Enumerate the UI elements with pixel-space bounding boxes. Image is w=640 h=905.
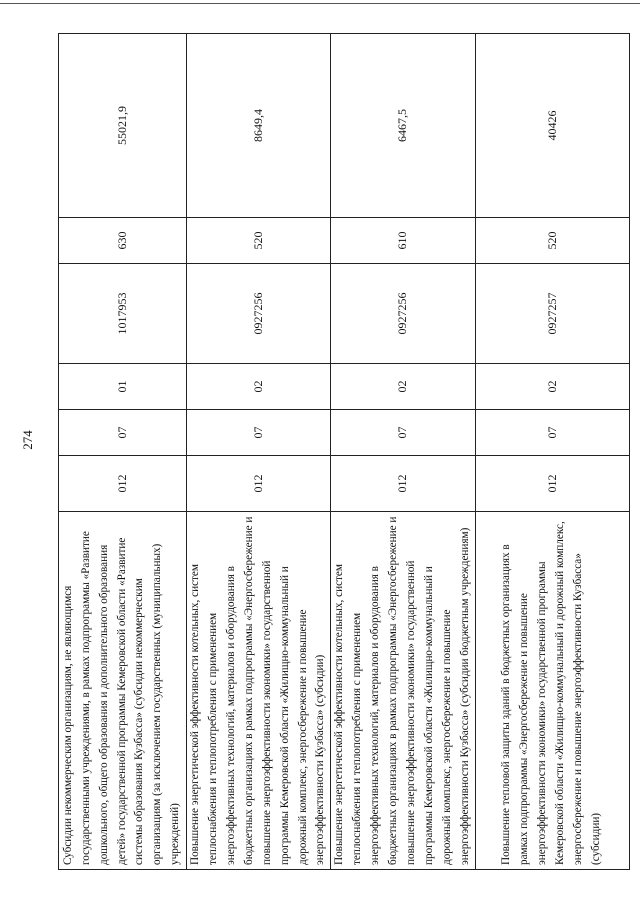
expense-type-code: 520 <box>475 218 629 264</box>
subsection-code: 02 <box>475 364 629 410</box>
expense-type-code: 610 <box>331 218 475 264</box>
section-code: 07 <box>475 410 629 456</box>
budget-table <box>58 33 630 870</box>
subsection-code: 02 <box>187 364 331 410</box>
table-row <box>331 34 475 870</box>
expense-type-code: 630 <box>59 218 187 264</box>
row-name: Субсидии некоммерческим организациям, не являющимся государственными учреждениями, в рамках подпрограммы «Развитие дошкольного, общего образования и дополнительного образования детей» государственной программы Кемеровской области «Развитие системы образования Кузбасса» (субсидии некоммерческим организациям (за исключением государственных (муниципальных) учреждений) <box>59 512 187 870</box>
target-article-code: 0927257 <box>475 264 629 364</box>
ministry-code: 012 <box>331 456 475 512</box>
section-code: 07 <box>59 410 187 456</box>
subsection-code: 01 <box>59 364 187 410</box>
ministry-code: 012 <box>475 456 629 512</box>
row-name: Повышение энергетической эффективности котельных, систем теплоснабжения и теплопотребления с применением энергоэффективных технологий, материалов и оборудования в бюджетных организациях в рамках подпрограммы «Энергосбережение и повышение энергоэффективности экономики» государственной программы Кемеровской области «Жилищно-коммунальный и дорожный комплекс, энергосбережение и повышение энергоэффективности Кузбасса» (субсидии бюджетным учреждениям) <box>331 512 475 870</box>
table-row <box>187 34 331 870</box>
row-name: Повышение тепловой защиты зданий в бюджетных организациях в рамках подпрограммы «Энергосбережение и повышение энергоэффективности экономики» государственной программы Кемеровской области «Жилищно-коммунальный и дорожный комплекс, энергосбережение и повышение энергоэффективности Кузбасса» (субсидии) <box>475 512 629 870</box>
target-article-code: 0927256 <box>187 264 331 364</box>
budget-table-rotated-container <box>58 34 603 870</box>
ministry-code: 012 <box>59 456 187 512</box>
amount: 6467,5 <box>331 34 475 218</box>
section-code: 07 <box>187 410 331 456</box>
target-article-code: 0927256 <box>331 264 475 364</box>
section-code: 07 <box>331 410 475 456</box>
target-article-code: 1017953 <box>59 264 187 364</box>
expense-type-code: 520 <box>187 218 331 264</box>
ministry-code: 012 <box>187 456 331 512</box>
table-row <box>475 34 629 870</box>
amount: 40426 <box>475 34 629 218</box>
amount: 55021,9 <box>59 34 187 218</box>
top-rule <box>0 3 640 4</box>
amount: 8649,4 <box>187 34 331 218</box>
row-name: Повышение энергетической эффективности котельных, систем теплоснабжения и теплопотребления с применением энергоэффективных технологий, материалов и оборудования в бюджетных организациях в рамках подпрограммы «Энергосбережение и повышение энергоэффективности экономики» государственной программы Кемеровской области «Жилищно-коммунальный и дорожный комплекс, энергосбережение и повышение энергоэффективности Кузбасса» (субсидии) <box>187 512 331 870</box>
page-number: 274 <box>20 430 35 450</box>
table-row <box>59 34 187 870</box>
subsection-code: 02 <box>331 364 475 410</box>
